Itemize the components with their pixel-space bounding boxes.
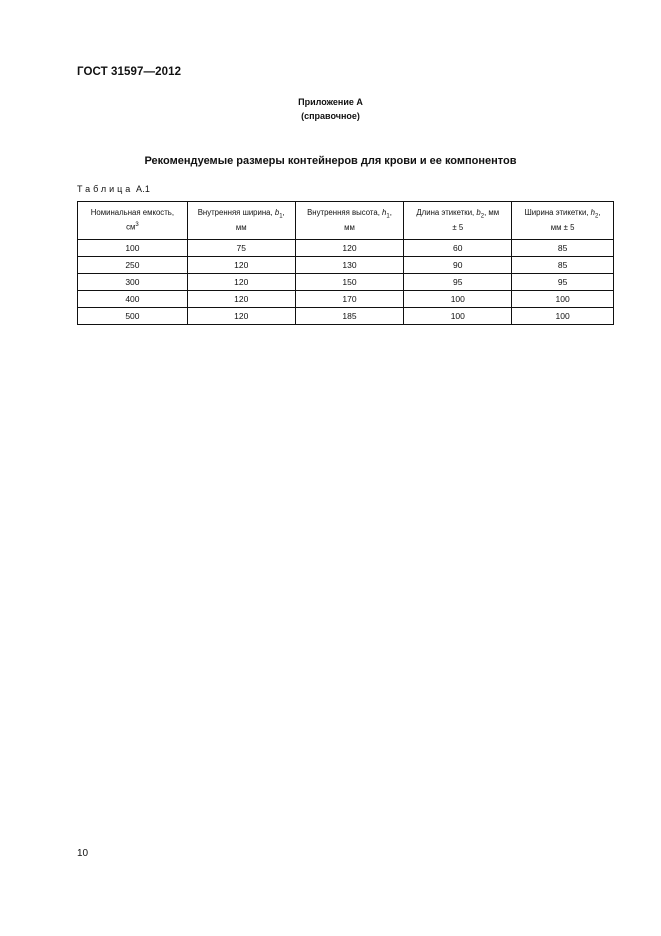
- table-cell: 100: [512, 291, 614, 308]
- table-cell: 400: [78, 291, 188, 308]
- document-title: Рекомендуемые размеры контейнеров для крови и ее компонентов: [144, 155, 517, 167]
- table-cell: 100: [404, 291, 512, 308]
- table-row: [78, 257, 614, 274]
- table-cell: 100: [78, 240, 188, 257]
- table-cell: 120: [187, 257, 295, 274]
- table-cell: 120: [187, 274, 295, 291]
- table-caption-number: А.1: [136, 184, 151, 194]
- table-row: [78, 274, 614, 291]
- table-cell: 120: [295, 240, 404, 257]
- table-cell: 60: [404, 240, 512, 257]
- page-number: 10: [77, 848, 89, 859]
- column-header-inner-height: Внутренняя высота, $h_1$, мм: [295, 202, 404, 240]
- table-cell: 75: [187, 240, 295, 257]
- table-cell: 95: [404, 274, 512, 291]
- table-caption: [77, 184, 150, 194]
- table-caption-word: Таблица: [77, 184, 134, 194]
- table-cell: 130: [295, 257, 404, 274]
- table-row: [78, 240, 614, 257]
- table-cell: 300: [78, 274, 188, 291]
- table-cell: 150: [295, 274, 404, 291]
- column-header-capacity: Номинальная емкость, $см^3$: [78, 202, 188, 240]
- table-cell: 120: [187, 308, 295, 325]
- dimensions-table: [77, 201, 614, 325]
- column-header-label-length: Длина этикетки, $b_2$, мм ± 5: [404, 202, 512, 240]
- table-cell: 95: [512, 274, 614, 291]
- table-cell: 185: [295, 308, 404, 325]
- table-cell: 85: [512, 240, 614, 257]
- table-cell: 500: [78, 308, 188, 325]
- table-cell: 85: [512, 257, 614, 274]
- table-header-row: [78, 202, 614, 240]
- table-cell: 90: [404, 257, 512, 274]
- table-cell: 250: [78, 257, 188, 274]
- table-row: [78, 291, 614, 308]
- table-cell: 100: [512, 308, 614, 325]
- appendix-title: Приложение А: [298, 97, 363, 107]
- standard-header: ГОСТ 31597—2012: [77, 66, 182, 78]
- column-header-label-width: Ширина этикетки, $h_2$, мм ± 5: [512, 202, 614, 240]
- table-row: [78, 308, 614, 325]
- appendix-heading: [0, 95, 661, 123]
- table-cell: 170: [295, 291, 404, 308]
- appendix-type: (справочное): [301, 111, 360, 121]
- table-cell: 100: [404, 308, 512, 325]
- column-header-inner-width: Внутренняя ширина, $b_1$, мм: [187, 202, 295, 240]
- table-cell: 120: [187, 291, 295, 308]
